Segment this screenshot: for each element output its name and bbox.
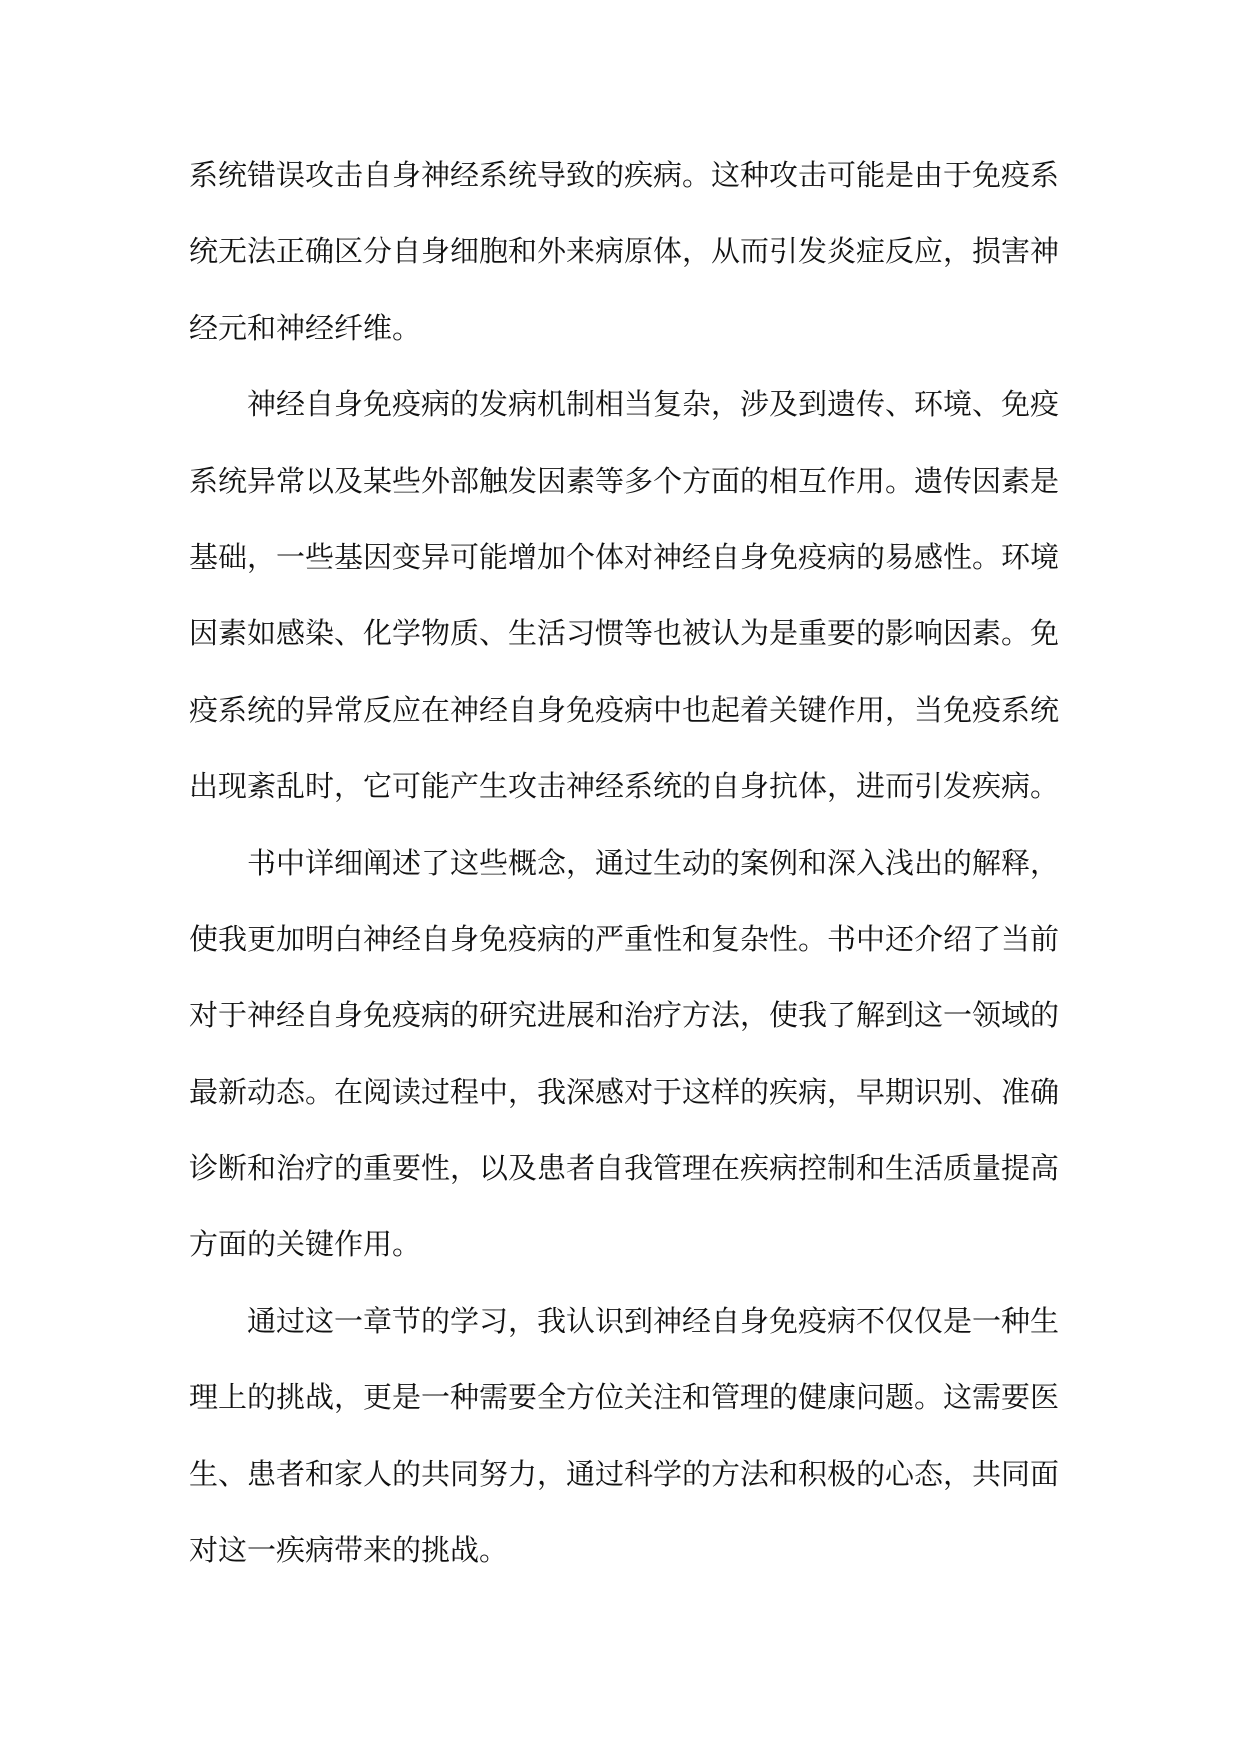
text-line: 系统错误攻击自身神经系统导致的疾病。这种攻击可能是由于免疫系 — [189, 158, 1060, 192]
text-line: 使我更加明白神经自身免疫病的严重性和复杂性。书中还介绍了当前 — [189, 921, 1060, 956]
text-line: 经元和神经纤维。 — [189, 310, 422, 345]
text-line: 方面的关键作用。 — [189, 1227, 422, 1262]
paragraph-first-line: 神经自身免疫病的发病机制相当复杂，涉及到遗传、环境、免疫 — [247, 387, 1060, 422]
text-line: 诊断和治疗的重要性，以及患者自我管理在疾病控制和生活质量提高 — [189, 1151, 1060, 1186]
text-line: 理上的挑战，更是一种需要全方位关注和管理的健康问题。这需要医 — [189, 1380, 1060, 1415]
paragraph-first-line: 通过这一章节的学习，我认识到神经自身免疫病不仅仅是一种生 — [247, 1303, 1060, 1338]
text-line: 出现紊乱时，它可能产生攻击神经系统的自身抗体，进而引发疾病。 — [189, 769, 1060, 804]
body-text — [189, 147, 1059, 1598]
text-line: 最新动态。在阅读过程中，我深感对于这样的疾病，早期识别、准确 — [189, 1074, 1060, 1109]
paragraph-first-line: 书中详细阐述了这些概念，通过生动的案例和深入浅出的解释， — [247, 845, 1060, 880]
text-line: 对于神经自身免疫病的研究进展和治疗方法，使我了解到这一领域的 — [189, 998, 1060, 1033]
text-line: 统无法正确区分自身细胞和外来病原体，从而引发炎症反应，损害神 — [189, 234, 1060, 269]
text-line: 基础，一些基因变异可能增加个体对神经自身免疫病的易感性。环境 — [189, 539, 1060, 574]
text-line: 对这一疾病带来的挑战。 — [189, 1533, 509, 1568]
text-line: 系统异常以及某些外部触发因素等多个方面的相互作用。遗传因素是 — [189, 463, 1060, 498]
text-line: 生、患者和家人的共同努力，通过科学的方法和积极的心态，共同面 — [189, 1456, 1060, 1491]
text-line: 疫系统的异常反应在神经自身免疫病中也起着关键作用，当免疫系统 — [189, 692, 1060, 727]
text-line: 因素如感染、化学物质、生活习惯等也被认为是重要的影响因素。免 — [189, 616, 1060, 651]
